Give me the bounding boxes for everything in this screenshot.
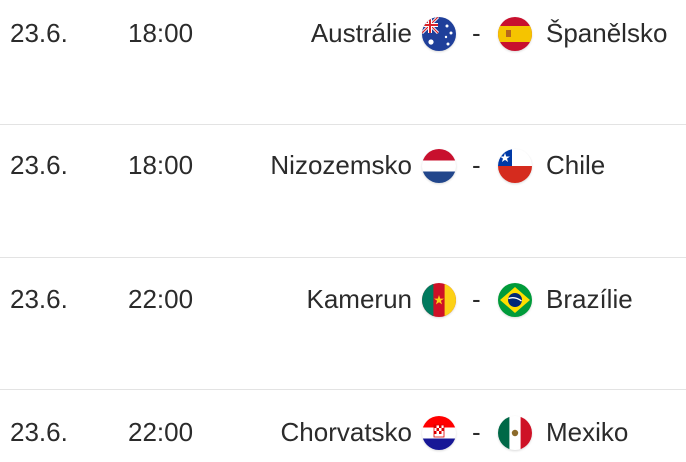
cameroon-flag-icon (422, 283, 456, 317)
netherlands-flag-icon (422, 149, 456, 183)
row-divider (0, 389, 686, 390)
match-date: 23.6. (10, 284, 68, 314)
mexico-flag-icon (498, 416, 532, 450)
away-team: Brazílie (546, 284, 633, 314)
match-date: 23.6. (10, 417, 68, 447)
match-date: 23.6. (10, 18, 68, 48)
match-time: 18:00 (128, 150, 194, 180)
match-time: 22:00 (128, 284, 194, 314)
spain-flag-icon (498, 17, 532, 51)
match-date: 23.6. (10, 150, 68, 180)
away-team: Chile (546, 150, 606, 180)
home-team: Nizozemsko (270, 150, 412, 180)
home-team: Kamerun (306, 284, 412, 314)
brazil-flag-icon (498, 283, 532, 317)
match-separator: - (472, 150, 481, 180)
match-row[interactable] (0, 269, 686, 329)
home-team: Chorvatsko (280, 417, 412, 447)
match-separator: - (472, 284, 481, 314)
match-separator: - (472, 417, 481, 447)
chile-flag-icon (498, 149, 532, 183)
match-time: 22:00 (128, 417, 194, 447)
croatia-flag-icon (422, 416, 456, 450)
away-team: Španělsko (546, 18, 668, 48)
match-time: 18:00 (128, 18, 194, 48)
away-team: Mexiko (546, 417, 629, 447)
match-row[interactable] (0, 402, 686, 462)
row-divider (0, 124, 686, 125)
match-separator: - (472, 18, 481, 48)
match-row[interactable] (0, 3, 686, 63)
row-divider (0, 257, 686, 258)
australia-flag-icon (422, 17, 456, 51)
match-row[interactable] (0, 135, 686, 195)
home-team: Austrálie (310, 18, 412, 48)
